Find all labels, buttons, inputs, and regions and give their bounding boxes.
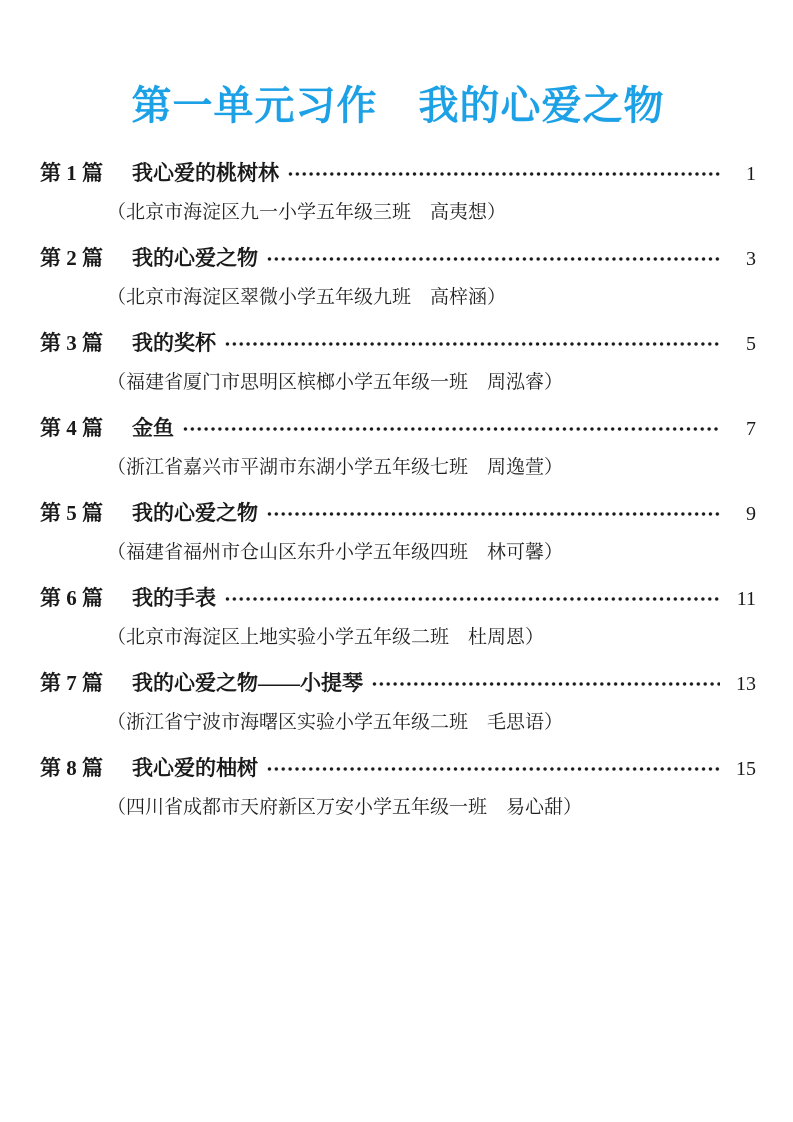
entry-number-label: 第 3 篇: [40, 331, 103, 355]
entry-number-label: 第 4 篇: [40, 416, 103, 440]
toc-entry: [40, 668, 756, 736]
entry-number-label: 第 5 篇: [40, 501, 103, 525]
dot-leader: [182, 423, 720, 435]
entry-number-label: 第 7 篇: [40, 671, 103, 695]
entry-page-number: 5: [746, 333, 756, 355]
entry-byline: （福建省福州市仓山区东升小学五年级四班 林可馨）: [107, 542, 564, 563]
toc-entry: [40, 753, 756, 821]
toc-entry-line: [40, 668, 756, 699]
entry-page-number: 1: [746, 163, 756, 185]
toc-entry: [40, 328, 756, 396]
entry-byline: （浙江省宁波市海曙区实验小学五年级二班 毛思语）: [107, 712, 564, 733]
unit-title: 第一单元习作 我的心爱之物: [131, 83, 665, 129]
toc-entry-line: [40, 243, 756, 274]
toc-entry-line: [40, 413, 756, 444]
dot-leader: [371, 678, 720, 690]
toc-entry-line: [40, 158, 756, 189]
toc-entry-line: [40, 498, 756, 529]
entry-title: 我的心爱之物: [132, 246, 258, 270]
entry-byline: （北京市海淀区九一小学五年级三班 高夷想）: [107, 202, 507, 223]
entry-byline: （四川省成都市天府新区万安小学五年级一班 易心甜）: [107, 797, 583, 818]
dot-leader: [224, 593, 720, 605]
toc-entry: [40, 498, 756, 566]
entry-title: 我的奖杯: [132, 331, 216, 355]
entry-number-label: 第 2 篇: [40, 246, 103, 270]
entry-page-number: 9: [746, 503, 756, 525]
dot-leader: [287, 168, 720, 180]
toc-entry: [40, 583, 756, 651]
entry-byline: （福建省厦门市思明区槟榔小学五年级一班 周泓睿）: [107, 372, 564, 393]
toc-entry-line: [40, 328, 756, 359]
entry-number-label: 第 1 篇: [40, 161, 103, 185]
entry-title: 我心爱的柚树: [132, 756, 258, 780]
toc-entry: [40, 413, 756, 481]
entry-page-number: 15: [736, 758, 756, 780]
entry-page-number: 7: [746, 418, 756, 440]
entry-title: 我心爱的桃树林: [132, 161, 279, 185]
entry-byline: （浙江省嘉兴市平湖市东湖小学五年级七班 周逸萱）: [107, 457, 564, 478]
entry-page-number: 3: [746, 248, 756, 270]
entry-page-number: 13: [736, 673, 756, 695]
toc-entry-line: [40, 753, 756, 784]
dot-leader: [266, 508, 720, 520]
entry-number-label: 第 8 篇: [40, 756, 103, 780]
toc-entry: [40, 158, 756, 226]
entry-number-label: 第 6 篇: [40, 586, 103, 610]
dot-leader: [266, 253, 720, 265]
entry-title: 我的心爱之物——小提琴: [132, 671, 363, 695]
dot-leader: [224, 338, 720, 350]
toc-entry-line: [40, 583, 756, 614]
entry-title: 我的手表: [132, 586, 216, 610]
toc-entry: [40, 243, 756, 311]
toc-list: [40, 158, 756, 821]
dot-leader: [266, 763, 720, 775]
entry-byline: （北京市海淀区上地实验小学五年级二班 杜周恩）: [107, 627, 545, 648]
entry-page-number: 11: [736, 588, 756, 610]
entry-byline: （北京市海淀区翠微小学五年级九班 高梓涵）: [107, 287, 507, 308]
entry-title: 我的心爱之物: [132, 501, 258, 525]
entry-title: 金鱼: [132, 416, 174, 440]
